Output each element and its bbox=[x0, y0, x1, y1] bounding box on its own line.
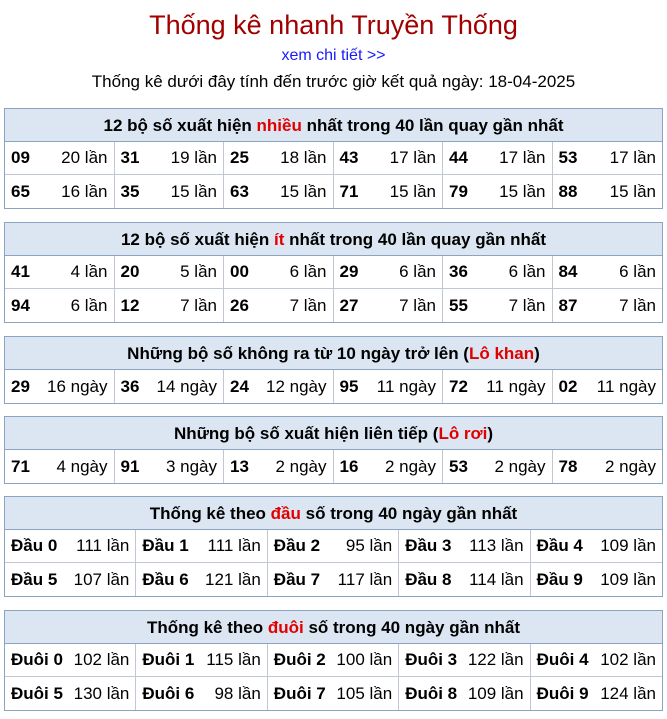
stat-cell bbox=[136, 677, 267, 710]
stat-key: 72 bbox=[449, 376, 468, 396]
stat-cell bbox=[136, 530, 267, 563]
stat-cell bbox=[5, 450, 115, 483]
section-title-text: ) bbox=[487, 424, 494, 443]
section-title-highlight: đầu bbox=[270, 504, 301, 523]
stat-cell bbox=[115, 256, 225, 289]
stat-cell bbox=[553, 142, 663, 175]
stat-cell bbox=[268, 563, 399, 596]
stat-cell bbox=[224, 289, 334, 322]
stat-value: 117 lần bbox=[337, 569, 393, 589]
section-title-highlight: Lô rơi bbox=[438, 424, 488, 443]
stat-cell bbox=[553, 256, 663, 289]
page-title: Thống kê nhanh Truyền Thống bbox=[149, 10, 518, 40]
stat-value: 121 lần bbox=[205, 569, 261, 589]
stat-value: 7 lần bbox=[399, 295, 436, 315]
stat-value: 113 lần bbox=[469, 536, 524, 555]
stat-value: 4 ngày bbox=[56, 456, 108, 476]
stat-key: 12 bbox=[120, 295, 140, 315]
stat-key: 71 bbox=[11, 456, 30, 476]
stat-key: 31 bbox=[120, 148, 140, 167]
stat-value: 6 lần bbox=[289, 262, 327, 281]
most-frequent-section bbox=[4, 108, 663, 209]
stat-cell bbox=[553, 450, 663, 483]
stat-key: 63 bbox=[230, 181, 249, 201]
stat-key: 36 bbox=[120, 376, 140, 396]
stat-cell bbox=[553, 289, 663, 322]
stat-value: 15 lần bbox=[609, 181, 656, 201]
stat-value: 109 lần bbox=[600, 536, 656, 555]
stat-cell bbox=[443, 370, 553, 403]
detail-link[interactable]: xem chi tiết >> bbox=[281, 47, 386, 64]
stat-cell bbox=[443, 142, 553, 175]
section-title-highlight: nhiều bbox=[256, 116, 302, 135]
stat-cell bbox=[268, 644, 399, 677]
section-title-text: nhất trong 40 lần quay gần nhất bbox=[284, 230, 547, 249]
section-title-text: ) bbox=[534, 344, 540, 363]
stat-key: Đuôi 5 bbox=[11, 683, 63, 703]
stat-key: Đuôi 0 bbox=[11, 650, 63, 669]
stat-key: 55 bbox=[449, 295, 468, 315]
stat-key: 35 bbox=[120, 181, 140, 201]
stat-cell bbox=[268, 677, 399, 710]
stat-key: 25 bbox=[230, 148, 249, 167]
stat-cell bbox=[443, 175, 553, 208]
stat-value: 18 lần bbox=[280, 148, 327, 167]
stat-value: 7 lần bbox=[619, 295, 656, 315]
stat-cell bbox=[399, 563, 530, 596]
stat-value: 105 lần bbox=[336, 683, 393, 703]
stat-cell bbox=[399, 677, 530, 710]
stat-key: Đuôi 9 bbox=[536, 683, 589, 703]
stat-value: 17 lần bbox=[609, 148, 656, 167]
stat-cell bbox=[115, 370, 225, 403]
dau-section bbox=[4, 496, 663, 597]
stat-cell bbox=[136, 563, 267, 596]
stat-value: 20 lần bbox=[61, 148, 108, 167]
stats-grid bbox=[5, 530, 662, 596]
stat-value: 7 lần bbox=[508, 295, 546, 315]
stat-value: 12 ngày bbox=[266, 376, 327, 396]
stat-key: Đầu 5 bbox=[11, 569, 58, 589]
stat-value: 111 lần bbox=[76, 536, 130, 555]
stat-cell bbox=[334, 370, 444, 403]
stat-value: 11 ngày bbox=[596, 376, 656, 396]
stat-key: 88 bbox=[558, 181, 578, 201]
stat-value: 4 lần bbox=[70, 262, 108, 281]
section-title-text: 12 bộ số xuất hiện bbox=[120, 230, 274, 249]
stat-value: 11 ngày bbox=[376, 376, 436, 396]
section-title-text: 12 bộ số xuất hiện bbox=[103, 116, 257, 135]
stat-key: 00 bbox=[230, 262, 249, 281]
stat-key: Đầu 0 bbox=[11, 536, 58, 555]
stat-key: Đuôi 7 bbox=[273, 683, 326, 703]
stat-value: 5 lần bbox=[180, 262, 217, 281]
stat-key: 26 bbox=[230, 295, 249, 315]
stat-cell bbox=[399, 530, 530, 563]
stat-cell bbox=[224, 142, 334, 175]
stat-value: 14 ngày bbox=[156, 376, 217, 396]
stat-cell bbox=[334, 256, 444, 289]
stat-cell bbox=[334, 175, 444, 208]
stat-cell bbox=[5, 175, 115, 208]
stat-key: Đầu 3 bbox=[405, 536, 452, 555]
stat-value: 2 ngày bbox=[384, 456, 436, 476]
stat-value: 19 lần bbox=[170, 148, 217, 167]
stats-grid bbox=[5, 256, 662, 322]
stat-value: 2 ngày bbox=[275, 456, 327, 476]
stat-cell bbox=[5, 563, 136, 596]
stat-value: 95 lần bbox=[345, 536, 393, 555]
stat-key: Đuôi 6 bbox=[142, 683, 195, 703]
stat-value: 100 lần bbox=[336, 650, 393, 669]
stat-key: Đầu 4 bbox=[536, 536, 583, 555]
stat-cell bbox=[531, 530, 662, 563]
section-title-text: nhất trong 40 lần quay gần nhất bbox=[301, 116, 564, 135]
stat-key: 41 bbox=[11, 262, 30, 281]
section-title-text: Những bộ số không ra từ 10 ngày trở lên ( bbox=[127, 344, 469, 363]
stat-key: 95 bbox=[339, 376, 359, 396]
stat-value: 98 lần bbox=[214, 683, 261, 703]
stat-cell bbox=[224, 256, 334, 289]
section-title-highlight: Lô khan bbox=[468, 344, 535, 363]
stat-cell bbox=[443, 289, 553, 322]
stat-cell bbox=[5, 256, 115, 289]
stat-value: 122 lần bbox=[467, 650, 524, 669]
stat-key: 79 bbox=[449, 181, 468, 201]
stat-key: Đầu 8 bbox=[405, 569, 452, 589]
stat-cell bbox=[399, 644, 530, 677]
section-title-text: số trong 40 ngày gần nhất bbox=[303, 618, 521, 637]
stat-key: 94 bbox=[11, 295, 30, 315]
lo-roi-section bbox=[4, 416, 663, 484]
stat-value: 115 lần bbox=[206, 650, 261, 669]
stat-value: 15 lần bbox=[280, 181, 327, 201]
stat-key: 53 bbox=[558, 148, 578, 167]
section-title-text: Thống kê theo bbox=[149, 504, 271, 523]
stat-key: 65 bbox=[11, 181, 30, 201]
stat-value: 114 lần bbox=[469, 569, 524, 589]
stat-key: 53 bbox=[449, 456, 468, 476]
stat-cell bbox=[224, 175, 334, 208]
stat-value: 109 lần bbox=[600, 569, 656, 589]
section-title-text: số trong 40 ngày gần nhất bbox=[300, 504, 518, 523]
lo-khan-section bbox=[4, 336, 663, 404]
stat-cell bbox=[5, 142, 115, 175]
stat-cell bbox=[531, 677, 662, 710]
stat-cell bbox=[115, 142, 225, 175]
stat-value: 15 lần bbox=[389, 181, 436, 201]
stat-value: 17 lần bbox=[389, 148, 436, 167]
stat-key: Đầu 9 bbox=[536, 569, 583, 589]
duoi-section bbox=[4, 610, 663, 711]
stat-cell bbox=[5, 644, 136, 677]
stat-value: 16 lần bbox=[61, 181, 108, 201]
section-title-text: Những bộ số xuất hiện liên tiếp ( bbox=[173, 424, 439, 443]
stat-key: Đuôi 1 bbox=[142, 650, 195, 669]
section-header bbox=[5, 417, 662, 450]
stat-value: 6 lần bbox=[508, 262, 546, 281]
stat-key: 87 bbox=[558, 295, 578, 315]
stats-grid bbox=[5, 142, 662, 208]
stat-key: 78 bbox=[558, 456, 578, 476]
stat-cell bbox=[115, 175, 225, 208]
stat-key: 13 bbox=[230, 456, 249, 476]
section-title-highlight: đuôi bbox=[267, 618, 304, 637]
stat-cell bbox=[531, 644, 662, 677]
stat-cell bbox=[443, 450, 553, 483]
stat-key: 71 bbox=[339, 181, 359, 201]
stat-key: 09 bbox=[11, 148, 30, 167]
stat-cell bbox=[5, 677, 136, 710]
stat-value: 7 lần bbox=[289, 295, 327, 315]
stat-cell bbox=[553, 175, 663, 208]
stat-value: 124 lần bbox=[600, 683, 656, 703]
stats-grid bbox=[5, 370, 662, 403]
stat-key: Đuôi 3 bbox=[405, 650, 458, 669]
least-frequent-section bbox=[4, 222, 663, 323]
stat-key: 02 bbox=[558, 376, 578, 396]
stat-key: Đầu 1 bbox=[142, 536, 189, 555]
stat-key: Đầu 7 bbox=[273, 569, 321, 589]
stat-key: 29 bbox=[11, 376, 30, 396]
stat-cell bbox=[334, 289, 444, 322]
section-header bbox=[5, 611, 662, 644]
stat-value: 2 ngày bbox=[494, 456, 546, 476]
section-title-highlight: ít bbox=[274, 230, 285, 249]
stat-value: 107 lần bbox=[73, 569, 130, 589]
stat-value: 102 lần bbox=[73, 650, 130, 669]
stat-cell bbox=[115, 289, 225, 322]
stat-cell bbox=[115, 450, 225, 483]
stat-value: 130 lần bbox=[73, 683, 130, 703]
stat-cell bbox=[224, 450, 334, 483]
stat-key: 20 bbox=[120, 262, 140, 281]
stat-cell bbox=[268, 530, 399, 563]
stat-cell bbox=[531, 563, 662, 596]
stat-value: 102 lần bbox=[600, 650, 656, 669]
stat-cell bbox=[5, 370, 115, 403]
stat-value: 109 lần bbox=[467, 683, 524, 703]
stat-value: 3 ngày bbox=[165, 456, 217, 476]
stats-grid bbox=[5, 450, 662, 483]
section-header bbox=[5, 223, 662, 256]
stat-cell bbox=[224, 370, 334, 403]
section-title-text: Thống kê theo bbox=[146, 618, 268, 637]
stat-value: 11 ngày bbox=[486, 376, 546, 396]
stat-key: 44 bbox=[449, 148, 468, 167]
stat-key: 16 bbox=[339, 456, 359, 476]
stat-value: 111 lần bbox=[207, 536, 261, 555]
stat-key: Đuôi 4 bbox=[536, 650, 589, 669]
stat-value: 7 lần bbox=[180, 295, 217, 315]
stat-key: 29 bbox=[339, 262, 359, 281]
stat-cell bbox=[553, 370, 663, 403]
stat-value: 6 lần bbox=[70, 295, 108, 315]
stat-key: Đuôi 8 bbox=[405, 683, 458, 703]
stat-cell bbox=[334, 450, 444, 483]
section-header bbox=[5, 497, 662, 530]
stat-key: 36 bbox=[449, 262, 468, 281]
stat-value: 6 lần bbox=[619, 262, 656, 281]
stat-key: 84 bbox=[558, 262, 578, 281]
stat-cell bbox=[334, 142, 444, 175]
stat-cell bbox=[443, 256, 553, 289]
stat-value: 17 lần bbox=[499, 148, 546, 167]
stat-value: 6 lần bbox=[399, 262, 436, 281]
stat-key: Đuôi 2 bbox=[273, 650, 326, 669]
stat-key: 27 bbox=[339, 295, 359, 315]
section-header bbox=[5, 337, 662, 370]
stat-key: Đầu 6 bbox=[142, 569, 189, 589]
stats-grid bbox=[5, 644, 662, 710]
stat-key: Đầu 2 bbox=[273, 536, 321, 555]
stat-key: 91 bbox=[120, 456, 140, 476]
stat-cell bbox=[136, 644, 267, 677]
stat-key: 24 bbox=[230, 376, 249, 396]
date-line: Thống kê dưới đây tính đến trước giờ kết quả ngày: 18-04-2025 bbox=[91, 72, 576, 91]
stat-key: 43 bbox=[339, 148, 359, 167]
stat-value: 16 ngày bbox=[47, 376, 108, 396]
stat-cell bbox=[5, 289, 115, 322]
stat-cell bbox=[5, 530, 136, 563]
stat-value: 15 lần bbox=[170, 181, 217, 201]
section-header bbox=[5, 109, 662, 142]
stat-value: 15 lần bbox=[499, 181, 546, 201]
stat-value: 2 ngày bbox=[604, 456, 656, 476]
